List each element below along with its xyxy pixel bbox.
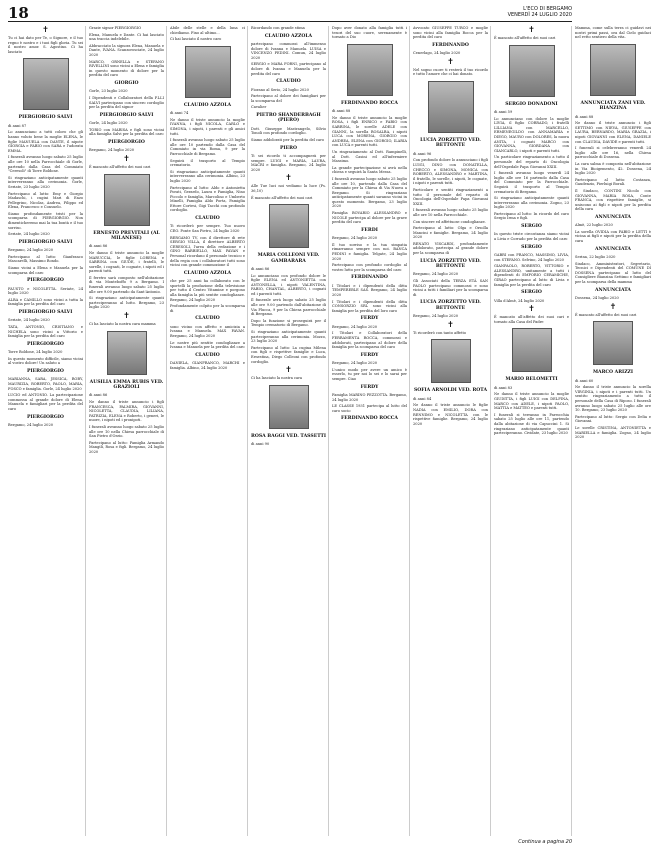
notice-text: È mancato all'affetto dei suoi cari bbox=[89, 164, 151, 169]
deceased-name: ROSA BAGGI VED. TASSETTI bbox=[251, 433, 327, 439]
notice-text: Si ringraziano anticipatamente quanti parteciperanno al lutto. Bergamo, 23 luglio 2020 bbox=[89, 296, 164, 310]
notice-text: di anni 87 bbox=[8, 123, 27, 128]
notice-text: Le sorelle CRISTINA, ANTONIETTA e MARIELLA e famiglia. Zogno, 24 luglio 2020 bbox=[575, 425, 651, 440]
notice-text: TATA, ANTONIO, CRISTIANO e NICHELA sono vicini a Vittorio e famiglia per la perdita del caro bbox=[8, 325, 83, 339]
cross-icon: ✝ bbox=[123, 311, 130, 321]
deceased-name: FERDY bbox=[360, 352, 379, 358]
notice-text: RENATO VISCARDI, profondamente addolorato, partecipa al grande dolore per la scomparsa di bbox=[413, 241, 488, 256]
deceased-name: FERDY bbox=[360, 316, 379, 322]
notice-text: I funerali si terranno in Parrocchia sabato 25 luglio alle ore 11, partendo dalla abitazione di via Capuccini 1. Si ringraziano anticipatamente quanti parteciperanno. Cividate, 23 luglio 2020 bbox=[494, 412, 569, 436]
issue-date: VENERDÌ 24 LUGLIO 2020 bbox=[507, 12, 572, 18]
portrait-photo bbox=[428, 81, 474, 133]
notice-text: Almè, 22 luglio 2020 bbox=[575, 223, 613, 228]
notice-text: Partecipano al dolore dei famigliari per la scomparsa del bbox=[251, 94, 326, 103]
portrait-photo bbox=[512, 328, 552, 372]
notice-text: Dopo aver donato alla famiglia tutti i tesori del suo cuore, serenamente è tornato a Dio bbox=[332, 26, 407, 40]
column-5 bbox=[332, 26, 410, 836]
notice-text: Lo annunciano con dolore la moglie LIVIA, il figlio CORRADO, i fratelli LILLIANA con MARCELLO, ERMENEGILDO con ANNAMARIA e DIEGO, MAURO con DOLORES, la nuora ANITA, i cognati MARCO con GIOVANNA, GIORDANA con GIANCARLO, i nipoti e parenti tutti. bbox=[494, 116, 569, 153]
notice-text: ALBA e CAMILLO sono vicini a tutta la famiglia per la perdita del caro bbox=[8, 297, 83, 307]
notice-text: I Titolari e i dipendenti della ditta TEMPEREBLE SAS. Bergamo, 24 luglio 2020 bbox=[332, 283, 407, 297]
notice-text: Seriate, 24 luglio 2020 bbox=[8, 232, 50, 237]
notice-text: Avvocato GIUSEPPE TURCO e moglie sono vicini alla famiglia Rocca per la perdita del caro bbox=[413, 26, 488, 40]
notice-text: I Titolari e i dipendenti della ditta CONSORZIO SRL sono vicini alla famiglia per la perdita del loro caro bbox=[332, 299, 407, 313]
column-8 bbox=[575, 26, 653, 836]
notice-text: GIANPAOLO, ROBERTO, VITTORIO e ALESSANDRO, unitamente a tutti i dipendenti di EMPORIO CERAMICHE, GIRAO partecipano al lutto di Livia e famiglia per la perdita del caro bbox=[494, 264, 569, 287]
notice-text: Partecipano al lutto: La cugina Milena con figli e rispettive famiglie e Luca, Ernestina, Diego Colleoni con profondo cordoglio. bbox=[251, 345, 326, 364]
notice-text: di anni 90 bbox=[251, 442, 270, 447]
notice-text: È mancato all'affetto dei suoi cari bbox=[251, 195, 313, 200]
notice-text: Ti sei ricordo ti accompagnerà per sempre. LUIGI e MARIA, LAURA, MACRI e famiglia. Bergamo, 24 luglio 2020 bbox=[251, 153, 326, 172]
notice-text: di anni 60 bbox=[575, 378, 594, 383]
notice-text: Gorle, 24 luglio 2020 bbox=[89, 121, 128, 126]
notice-text: I Dipendenti e Collaboratori della F.LLI SALVI partecipano con sincero cordoglio per la perdita del signor bbox=[89, 95, 164, 110]
deceased-name: LUCIA ZORZETTO VED. BETTONTE bbox=[420, 258, 481, 270]
notice-text: Il tuo sorriso e la tua simpatia rimarranno sempre con noi. BANCA PEDINI e famiglia. Telgate, 24 luglio 2020 bbox=[332, 242, 407, 261]
notice-text: Ne danno il triste annuncio la moglie GIUDITTA, i figli LUIGI con DELFINA, MARCO con ADELE, i nipoti PAOLO, MATTIA e MATTEO e parenti tutti. bbox=[494, 392, 569, 411]
notice-text: È mancato all'affetto dei suoi cari bbox=[494, 36, 556, 40]
notice-text: I funerali avranno luogo sabato 25 luglio alle ore 10 nella Chiesa parrocchiale di San Pietro d'Orzio. bbox=[89, 425, 164, 439]
portrait-photo bbox=[107, 331, 147, 375]
notice-text: Torre Boldone, 24 luglio 2020 bbox=[8, 350, 63, 355]
portrait-photo bbox=[431, 339, 471, 383]
portrait-photo bbox=[23, 58, 69, 110]
notice-text: Nel sogno cuore ti resterà il tuo ricordo e tutto l'amore che ci hai donato. bbox=[413, 67, 488, 77]
notice-text: Ne danno il triste annuncio la moglie IVANNA, i figli NICOLA, CARLO e SIMONA, i nipoti, i parenti e gli amici tutti. bbox=[170, 117, 245, 136]
notice-text: I funerali si celebreranno venerdì 24 luglio alle ore 16, nella Chiesa parrocchiale di Dossena. bbox=[575, 146, 651, 160]
notice-text: I funerali avranno luogo sabato 25 luglio alle ore 10 nella Parrocchiale di Gorle, partendo dalla Casa del Commiato "Ceresoli" di Torre Boldone. bbox=[8, 155, 83, 174]
notice-text: Partecipano al lutto: Aldo e Antonietta Porati, Gerardo, Laura e Famiglia, Nino Piccolo e famiglia, Marcolino e Umberto Minelli, Famiglia Aldo Porta, Famiglia Ettore Cortesi, Gigi Tacchi con profondo cordoglio. bbox=[170, 185, 245, 213]
deceased-name: CLAUDIO bbox=[195, 216, 220, 222]
deceased-name: SERGIO bbox=[521, 224, 542, 230]
deceased-name: PIERGIORGIO SALVI bbox=[18, 239, 73, 245]
notice-text: Ci ha lasciato la nostra cara mamma bbox=[89, 322, 156, 327]
column-1 bbox=[8, 26, 86, 836]
notice-text: I Titolari e Collaboratori della FERRAMENTA ROCCA, commossi e addolorati, partecipano al dolore della famiglia per la scomparsa del caro bbox=[332, 331, 407, 350]
notice-text: Ne danno il triste annuncio la sorella VIRGINIA, i nipoti e i parenti tutti. Un sentito ringraziamento a tutto il personale della Casa di Riposo. I funerali avranno luogo sabato 25 luglio alle ore 10. Bergamo, 23 luglio 2020 bbox=[575, 385, 651, 413]
deceased-name: FERDINANDO bbox=[351, 275, 388, 281]
notice-text: Lo annunciano a tutti coloro che gli hanno voluto bene la moglie ELENA, le figlie MANUELA con DANTE, il nipote GIORGIA e FABIO con SARA e l'adorata EMMA. bbox=[8, 130, 83, 153]
notice-text: Un ringraziamento al Dott. Rampinelli, al Dott. Casini ed all'infermiere Massimo. bbox=[332, 149, 407, 164]
notice-text: di anni 88 bbox=[332, 109, 351, 114]
notice-text: Abile delle stelle e della luna ci chiediamo. Fino al ultimo... bbox=[170, 26, 245, 35]
deceased-name: LUCIA ZORZETTO VED. BETTONTE bbox=[420, 300, 481, 311]
notice-text: Seguirà il trasporto al Tempio crematorio. bbox=[170, 158, 245, 168]
deceased-name: LUCIA ZORZETTO VED. BETTONTE bbox=[420, 137, 481, 149]
deceased-name: SERGIO bbox=[521, 244, 542, 250]
notice-text: Partecipano al lutto: Olga e Orsolla Mancini e famiglie. Bergamo, 24 luglio 2020 bbox=[413, 226, 488, 240]
notice-text: Bergamo, 24 luglio 2020 bbox=[332, 324, 378, 329]
notice-text: Famiglia MARINO PEZZOTTA. Bergamo, 24 luglio 2020 bbox=[332, 392, 407, 402]
notice-text: Bergamo, 24 luglio 2020 bbox=[8, 248, 54, 253]
notice-text: Elena, Manuela e Dante. Ci hai lasciato una traccia indelebile. bbox=[89, 32, 164, 42]
notice-text: BERGAMO TV, con il direttore di rete SERGIO VILLA, il direttore ALBERTO CERESOLI, l'area della redazione e i GINO BARBIELLO, MAX PAVAN e Personal ricordano il personale tecnico e della regia con i collaboratori tutti sono vicini con grande commozione il bbox=[170, 235, 245, 268]
notice-text: GABRI con FRANCO, MASSIMO, LIVIA, con STEFANO. Selvino, 24 luglio 2020 bbox=[494, 253, 569, 262]
continued-note: Continua a pagina 20 bbox=[518, 839, 572, 845]
portrait-photo bbox=[593, 321, 633, 365]
notice-text: Dopo la funzione si proseguirà per il Tempio crematorio di Bergamo. bbox=[251, 318, 326, 328]
deceased-name: FERDY bbox=[360, 384, 379, 390]
notice-text: Dott. Giuseppe Mastrangelo, Silvio Tonoli con profondo cordoglio. bbox=[251, 126, 326, 136]
notice-text: Si ringraziano anticipatamente quanti interverranno alla cerimonia. Zogno, 23 luglio 2020 bbox=[494, 196, 569, 210]
notice-text: Villa d'Almè, 24 luglio 2020 bbox=[494, 298, 545, 303]
notice-text: Ci hai lasciato il nostro caro bbox=[170, 37, 222, 42]
notice-text: Ne danno il triste annuncio la moglie ROSA, i figli ENRICO e FABIO con SABRINA, le sorelle ADELE con GIANNI, la sorella ROSALBA, i nipoti LUCA con MORENA, GIORGIO con ANDREA, ELENA con GIORGIO, ILARIA con LUCA e parenti tutti. bbox=[332, 115, 407, 148]
portrait-photo bbox=[185, 46, 231, 98]
deceased-name: PIERGIORGIO bbox=[27, 278, 64, 284]
notice-text: di anni 86 bbox=[89, 393, 108, 398]
notice-text: I funerali avranno luogo sabato 25 luglio alle ore 10 partendo dalla Casa del Commiato in via Roma, 9 per la Parrocchiale di Bergamo. bbox=[170, 138, 245, 156]
notice-text: FAUSTO e NICOLETTA. Seriate, 24 luglio 2020 bbox=[8, 286, 83, 296]
notice-text: Bergamo, 24 luglio 2020 bbox=[413, 272, 459, 277]
notice-text: Grazie signor PIERGIORGIO bbox=[89, 26, 142, 30]
column-2 bbox=[89, 26, 167, 836]
notice-text: Ti ricorderò con tanto affetto bbox=[413, 330, 467, 335]
deceased-name: PIERGIORGIO bbox=[27, 341, 64, 347]
notice-text: Bergamo, 24 luglio 2020 bbox=[89, 148, 135, 153]
notice-text: I funerali avranno luogo venerdì 24 luglio alle ore 16 partendo dalla Casa del Commiato per la Parrocchiale. Seguirà il trasporto al Tempio crematorio di Bergamo. bbox=[494, 171, 569, 194]
notice-text: Gorle, 23 luglio 2020 bbox=[89, 89, 128, 94]
deceased-name: PIETRO SHANDERBAGH (PIERO) bbox=[256, 112, 321, 124]
notice-text: Famiglia BOVARIO ALESSANDRO e NICOLE partecipa al dolore per la grave perdita del caro bbox=[332, 211, 407, 225]
notice-text: che per 25 anni ha collaborato con le sportelli la produzione della televisione per tutto il Centro Vitamine e porgono alla famiglia la più sentite condoglianze. Bergamo, 24 luglio 2020 bbox=[170, 279, 245, 302]
deceased-name: PIERO bbox=[280, 145, 297, 151]
notice-text: Partecipano al lutto: Gianfranco Mascarelli, Massimo Rondo. bbox=[8, 254, 83, 264]
deceased-name: CLAUDIO AZZOLA bbox=[183, 102, 232, 108]
notice-text: di anni 86 bbox=[251, 266, 270, 271]
notice-text: Con sincere ed affettuose condoglianze. bbox=[413, 219, 486, 224]
notice-text: sono vicino con affetto e amicizia a Ivanna e Manuela. MAX PAVAN. Bergamo, 24 luglio 2020 bbox=[170, 324, 245, 338]
deceased-name: ANNUNCIATA bbox=[594, 287, 632, 293]
publication-name: L'ECO DI BERGAMO bbox=[523, 6, 572, 12]
notice-text: Cenerlago, 24 luglio 2020 bbox=[413, 51, 461, 56]
notice-text: Siamo profondamente tristi per la scomparsa di PIERGIORGIO. Non dimenticheremo mai la tua bontà e il tuo sorriso. bbox=[8, 211, 83, 230]
notice-text: Sindaco, Amministratori, Segretario, Tecnici e Dipendenti del COMUNE DI DOSSENA partecipano al lutto del Consigliere Bianzina Settimo e famigliari per la scomparsa della mamma bbox=[575, 261, 651, 285]
portrait-photo bbox=[269, 385, 309, 429]
notice-text: I funerali avranno luogo sabato 25 luglio alle ore 10, partendo dalla Casa del Commiato per la Chiesa di Via Nuova a Bergamo. Si ringraziano anticipatamente quanti saranno vicini in questo momento. Bergamo, 23 luglio 2020 bbox=[332, 176, 407, 209]
notice-text: di anni 96 bbox=[413, 151, 432, 156]
deceased-name: PIERGIORGIO bbox=[108, 139, 145, 145]
notice-text: Ne danno il triste annuncio i figli FRANCESCA, PALMIRA, GIOVANNI, NICOLETTA, CLAUDIA, LILIANA, PATRIZIA, ELENA e Roberto, i generi, le nuore, i nipoti ed i pronipoti. bbox=[89, 400, 164, 423]
masthead bbox=[508, 6, 572, 18]
notice-text: È mancato all'affetto dei suoi cari e tornato alla Casa del Padre bbox=[494, 315, 569, 324]
notice-text: Seriate, 24 luglio 2020 bbox=[8, 318, 50, 323]
portrait-photo bbox=[347, 44, 393, 96]
notice-text: Bergamo, 24 luglio 2020 bbox=[332, 361, 378, 366]
portrait-photo bbox=[269, 204, 309, 248]
notice-text: Bergamo, 24 luglio 2020 bbox=[332, 236, 378, 241]
notice-text: di anni 84 bbox=[413, 396, 432, 401]
notice-text: Le nostre più sentite condoglianze a Ivanna e Manuela per la perdita del caro bbox=[170, 340, 245, 350]
notice-text: Partecipano al lutto: Costanza, Gaudenzio, Pierluigi Borali. bbox=[575, 177, 651, 187]
notice-text: In questo triste circostanza siamo vicini a Livia e Corrado per la perdita del caro bbox=[494, 232, 569, 242]
deceased-name: AUSILIA EMMA RUBIS VED. GRAZIOLI bbox=[89, 379, 164, 391]
portrait-photo bbox=[104, 174, 150, 226]
notice-text: Con profondo dolore lo annunciano i figli LUIGI, DINO con DONATELLA, CHECCO e SIMONA, MONICA con ROBERTO, ALESSANDRO e MARTINA, il fratello, le sorelle, i nipoti, le cognate, i nipoti e parenti tutti. bbox=[413, 158, 488, 186]
notice-text: È mancato all'affetto dei suoi cari bbox=[575, 312, 637, 317]
notice-text: Fiorano al Serio, 24 luglio 2020 bbox=[251, 87, 309, 92]
notice-text: Partecipano con profondo cordoglio al vostro lutto per la scomparsa del caro bbox=[332, 263, 407, 272]
cross-icon: ✝ bbox=[447, 56, 454, 66]
notice-text: MARIANNA, SARA, JESSICA, ROBY, MAURIZIA, ROBERTO, PAOLO, MARIA, FOSCO e famiglia. Gorle, 24 luglio 2020 bbox=[8, 377, 83, 391]
deceased-name: CLAUDIO bbox=[276, 79, 301, 85]
notice-text: La grande partecipazione si avrà nella chiesa e seguirà la Santa Messa. bbox=[332, 165, 407, 175]
page-number: 18 bbox=[8, 4, 29, 22]
column-4 bbox=[251, 26, 329, 836]
notice-text: Partecipano al lutto: In ricordo del caro Sergio Irma e figli. bbox=[494, 211, 569, 221]
deceased-name: FERDINANDO ROCCA bbox=[341, 416, 398, 422]
deceased-name: FERDINANDO ROCCA bbox=[341, 100, 398, 106]
notice-text: Ne danno il triste annuncio i figli SETTIMO con NIEVA, GIUSEPPE con LAURA, BERNARDO, MARIA GRAZIA, i nipoti GIOVANNI con ELENA, DANIELE con CLAUDIA, DAVIDE e parenti tutti. bbox=[575, 121, 651, 144]
notice-text: I funerali avranno luogo sabato 25 luglio alle ore 10 nella Parrocchiale. bbox=[413, 208, 488, 217]
portrait-photo bbox=[590, 44, 636, 96]
column-3 bbox=[170, 26, 248, 836]
deceased-name: CLAUDIO bbox=[195, 352, 220, 358]
obituary-columns bbox=[8, 25, 651, 836]
notice-text: MARCO, ORNELLA e STEFANO RIVELLINI sono vicini a Elena e famiglia in questo momento di dolore per la perdita del caro bbox=[89, 59, 164, 78]
cross-icon: ✝ bbox=[123, 153, 130, 163]
notice-text: In questo momento difficile, siamo vicini al vostro dolore! Un saluto a bbox=[8, 356, 83, 366]
notice-text: Ricordando con grande stima bbox=[251, 26, 305, 30]
notice-text: Particolare e sentiti ringraziamenti a tutto il personale del reparto di Oncologia dell'Ospedale Papa Giovanni XXIII. bbox=[413, 187, 488, 206]
notice-text: Siamo vicini a Elena e Manuela per la scomparsa del caro bbox=[8, 266, 83, 275]
notice-text: di anni 88 bbox=[575, 114, 594, 119]
notice-text: di anni 74 bbox=[170, 111, 189, 116]
notice-text: Ci ha lasciato la nostra cara bbox=[251, 376, 303, 381]
notice-text: Serina, 22 luglio 2020 bbox=[575, 255, 616, 260]
notice-text: TORIO con MARISA e figli sono vicini alla famiglia Salvi per la perdita del caro bbox=[89, 127, 164, 137]
deceased-name: PIERGIORGIO bbox=[27, 368, 64, 374]
notice-text: Partecipano al lutto: Sergio con Delia e Giovanni. bbox=[575, 414, 651, 424]
notice-text: Ne danno il triste annuncio le figlie NADIA con EMILIO, DORA con RENNIMO e NICOLETTA con le rispettive famiglie. Bergamo, 24 luglio 2020 bbox=[413, 403, 488, 426]
notice-text: LE CLASSE 1931 partecipa al lutto del caro socio bbox=[332, 404, 407, 413]
deceased-name: MARIO BELOMETTI bbox=[505, 377, 558, 383]
notice-text: Si ringraziano anticipatamente quanti interverranno alla cerimonia. Gorle, Seriate, 23 luglio 2020 bbox=[8, 175, 83, 189]
notice-text: Mamma, come sulla terra ci guidavi nei nostri primi passi, ora dal Cielo guidaci nel retto sentiero della vita. bbox=[575, 26, 651, 40]
deceased-name: ANNUNCIATA ZANI VED. BIANZINA bbox=[580, 100, 646, 112]
notice-text: Bergamo, 24 luglio 2020 bbox=[8, 422, 54, 427]
deceased-name: PIERGIORGIO SALVI bbox=[18, 310, 73, 315]
deceased-name: GIORGIO bbox=[114, 80, 139, 86]
deceased-name: CLAUDIO bbox=[195, 316, 220, 322]
cross-icon: ✝ bbox=[447, 319, 454, 329]
deceased-name: MARIA COLLEONI VED. GAMBARARA bbox=[257, 253, 320, 264]
deceased-name: PIERGIORGIO SALVI bbox=[18, 115, 73, 121]
deceased-name: SOFIA ARNOLDI VED. ROTA bbox=[413, 388, 488, 394]
notice-text: Il funerale avrà luogo sabato 25 luglio alle ore 9.00 partendo dall'abitazione di Via Plucca, 9 per la Chiesa parrocchiale di Bergamo. bbox=[251, 298, 326, 317]
notice-text: Partecipano al lutto: Emy e Giorgio Madaschi, i cugini Mari di Enzo Pellegrino, Nicolas, Andrea, Filippo ed Elena, Francesco e Consuelo. bbox=[8, 191, 83, 210]
notice-text: Il feretro sarà composto nell'abitazione di via Monteboffo 9 a Bergamo. I funerali avranno luogo sabato 25 luglio alle ore 9.00 partendo da Sant'Antonio. bbox=[89, 275, 164, 294]
notice-text: Siamo addolorati per la perdita del caro bbox=[251, 137, 325, 142]
page-header bbox=[8, 6, 572, 22]
deceased-name: ANNUNCIATA bbox=[594, 214, 632, 220]
notice-text: La cara salma è composta nell'abitazione in Via Bioigemento, 42. Dossena, 24 luglio 2020 bbox=[575, 161, 651, 176]
cross-icon: ✝ bbox=[285, 365, 292, 375]
notice-text: Lo annunciano con profondo dolore le figlie ELENA ed ANTONIETTA con ANTONELLA, i nipoti VALENTINA, FABIO, CHANTAL, ALBERTO, i cognati ed i parenti tutti. bbox=[251, 273, 326, 296]
notice-text: LUCIO ed ANTONIO. La partecipazione commossa al grande dolore di Elena, Manuela e famigliari per la perdita del caro bbox=[8, 393, 83, 411]
notice-text: Un particolare ringraziamento a tutto il personale del reparto di Oncologia dell'Ospedale Papa Giovanni XXIII. bbox=[494, 155, 569, 169]
notice-text: Tu ci hai dato per Te, o Signore, e il tuo regno è nostro e i tuoi figli gloria. Tu sei il nostro amor. S. Agostino. Ci ha lasciato bbox=[8, 36, 83, 54]
column-7 bbox=[494, 26, 572, 836]
notice-text: partecipano commossi all'immenso dolore di Ivanna e Manuela. LUISA e VINCENZO PEDINI. Comun, 24 luglio 2020 bbox=[251, 42, 326, 60]
deceased-name: FERDI bbox=[361, 227, 378, 233]
portrait-photo bbox=[509, 45, 555, 97]
cross-icon: ✝ bbox=[528, 304, 535, 314]
deceased-name: CLAUDIO AZZOLA bbox=[264, 33, 313, 39]
notice-text: Dossena, 24 luglio 2020 bbox=[575, 296, 619, 301]
cross-icon: ✝ bbox=[42, 25, 49, 34]
notice-text: Bergamo, 24 luglio 2020 bbox=[413, 314, 459, 319]
notice-text: Si ringraziano anticipatamente quanti interverranno alla cerimonia. Albino, 23 luglio 2020 bbox=[170, 169, 245, 183]
deceased-name: MARCO ARIZZI bbox=[592, 370, 634, 376]
notice-text: di anni 83 bbox=[494, 385, 513, 390]
notice-text: Cavalier bbox=[251, 105, 267, 110]
notice-text: di anni 86 bbox=[89, 244, 108, 249]
deceased-name: PIERGIORGIO bbox=[27, 414, 64, 420]
notice-text: di anni 59 bbox=[494, 110, 513, 114]
notice-text: SERGIO e MARA FORNI, partecipano al dolore di Ivanna e Manuela per la perdita del caro bbox=[251, 62, 326, 76]
notice-text: Alle Tue luci noi vediamo la luce (Ps. 36,10) bbox=[251, 184, 326, 193]
notice-text: Abbracciato la signora Elena, Manuela e Dante, IVANA. Scanzorosciate, 24 luglio 2020 bbox=[89, 43, 164, 57]
notice-text: Profondamente colpito per la scomparsa di bbox=[170, 304, 245, 313]
notice-text: Ti ricorderò per sempre. Tuo nuovo CEO. Ponte San Pietro, 24 luglio 2020 bbox=[170, 224, 245, 234]
notice-text: Gli Associati della TERZA ETÀ SAN PAOLO partecipano commossi e sono vicini a tutti i familiari per la scomparsa di bbox=[413, 279, 488, 297]
notice-text: DANIELA, GIANFRANCO, MARCHI e famiglia. Albino, 24 luglio 2020 bbox=[170, 361, 245, 370]
deceased-name: SERGIO bbox=[521, 290, 542, 296]
cross-icon: ✝ bbox=[609, 301, 617, 311]
cross-icon: ✝ bbox=[285, 173, 292, 183]
notice-text: Il Sindaco, CONTINI Nicolo con GIOVANNA, MARIA ROSA, Conte FRANCA, con rispettive famiglie, si uniscono ai figli e nipoti per la perdita della cara bbox=[575, 188, 651, 212]
deceased-name: CLAUDIO AZZOLA bbox=[183, 270, 232, 276]
cross-icon: ✝ bbox=[528, 25, 535, 34]
deceased-name: FERDINANDO bbox=[432, 42, 469, 48]
notice-text: Si ringraziano anticipatamente quanti parteciperanno alla cerimonia. Mozzo, 23 luglio 2020 bbox=[251, 330, 326, 344]
notice-text: L'unico modo per avere un amico è esserlo, tu per noi lo sei e lo sarai per sempre. Ciao bbox=[332, 367, 407, 381]
deceased-name: SERGIO DONADONI bbox=[505, 101, 558, 107]
notice-text: Partecipano al lutto: Famiglia Armando Mangili, Rosa e figli. Bergamo, 24 luglio 2020 bbox=[89, 440, 164, 454]
deceased-name: ERNESTO PREVITALI (AL MILANESE) bbox=[93, 230, 160, 241]
notice-text: Ne danno il triste annuncio la moglie MARUCCIA, le figlie LORENA e SABRINA con GIUDE, i fratelli, le sorelle, i cognati, le cognate, i nipoti ed i parenti tutti. bbox=[89, 250, 164, 274]
deceased-name: ANNUNCIATA bbox=[594, 246, 632, 252]
deceased-name: PIERGIORGIO SALVI bbox=[99, 112, 154, 118]
notice-text: La sorella OVIDIA con FABIO e LETTI è vicina ai figli e nipoti per la perdita della cara bbox=[575, 229, 651, 244]
column-6 bbox=[413, 26, 491, 836]
